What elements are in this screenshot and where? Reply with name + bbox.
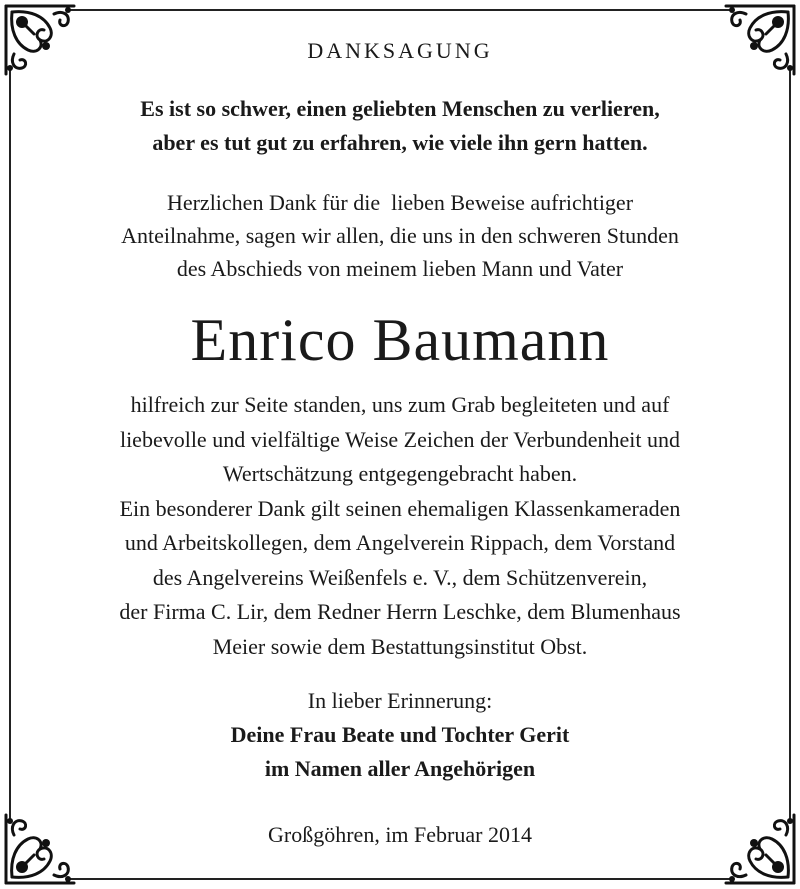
notice-heading: DANKSAGUNG [307,38,493,63]
body-line: Meier sowie dem Bestattungsinstitut Obst. [212,633,588,659]
deceased-name: Enrico Baumann [190,307,610,373]
intro-line: Herzlichen Dank für die lieben Beweise aufrichtiger [166,190,634,215]
motto [0,92,800,160]
intro-line: Anteilnahme, sagen wir allen, die uns in den schweren Stunden [121,223,679,248]
body-line: und Arbeitskollegen, dem Angelverein Rippach, dem Vorstand [124,530,676,555]
ornament-bottom-right-icon [720,809,800,889]
frame-bottom-line [70,878,730,880]
memory-intro: In lieber Erinnerung: [307,688,493,713]
body-line: hilfreich zur Seite standen, uns zum Grab begleiteten und auf [130,392,670,417]
body-line: Wertschätzung entgegengebracht haben. [222,461,578,486]
body-line: liebevolle und vielfältige Weise Zeichen der Verbundenheit und [119,426,681,452]
intro-line: des Abschieds von meinem lieben Mann und Vater [176,256,624,281]
memory-block [0,684,800,786]
thanks-paragraph [0,388,800,664]
frame-top-line [70,9,730,11]
motto-line: aber es tut gut zu erfahren, wie viele ihn gern hatten. [152,130,648,155]
body-line: der Firma C. Lir, dem Redner Herrn Leschke, dem Blumenhaus [119,599,681,624]
signatory-line: im Namen aller Angehörigen [264,756,536,781]
signatory-line: Deine Frau Beate und Tochter Gerit [230,722,570,747]
intro-paragraph [0,186,800,285]
body-line: Ein besonderer Dank gilt seinen ehemaligen Klassenkameraden [119,495,681,521]
ornament-bottom-left-icon [0,809,80,889]
motto-line: Es ist so schwer, einen geliebten Menschen zu verlieren, [140,96,660,121]
body-line: des Angelvereins Weißenfels e. V., dem Schützenverein, [152,564,648,590]
place-date: Großgöhren, im Februar 2014 [268,822,532,847]
